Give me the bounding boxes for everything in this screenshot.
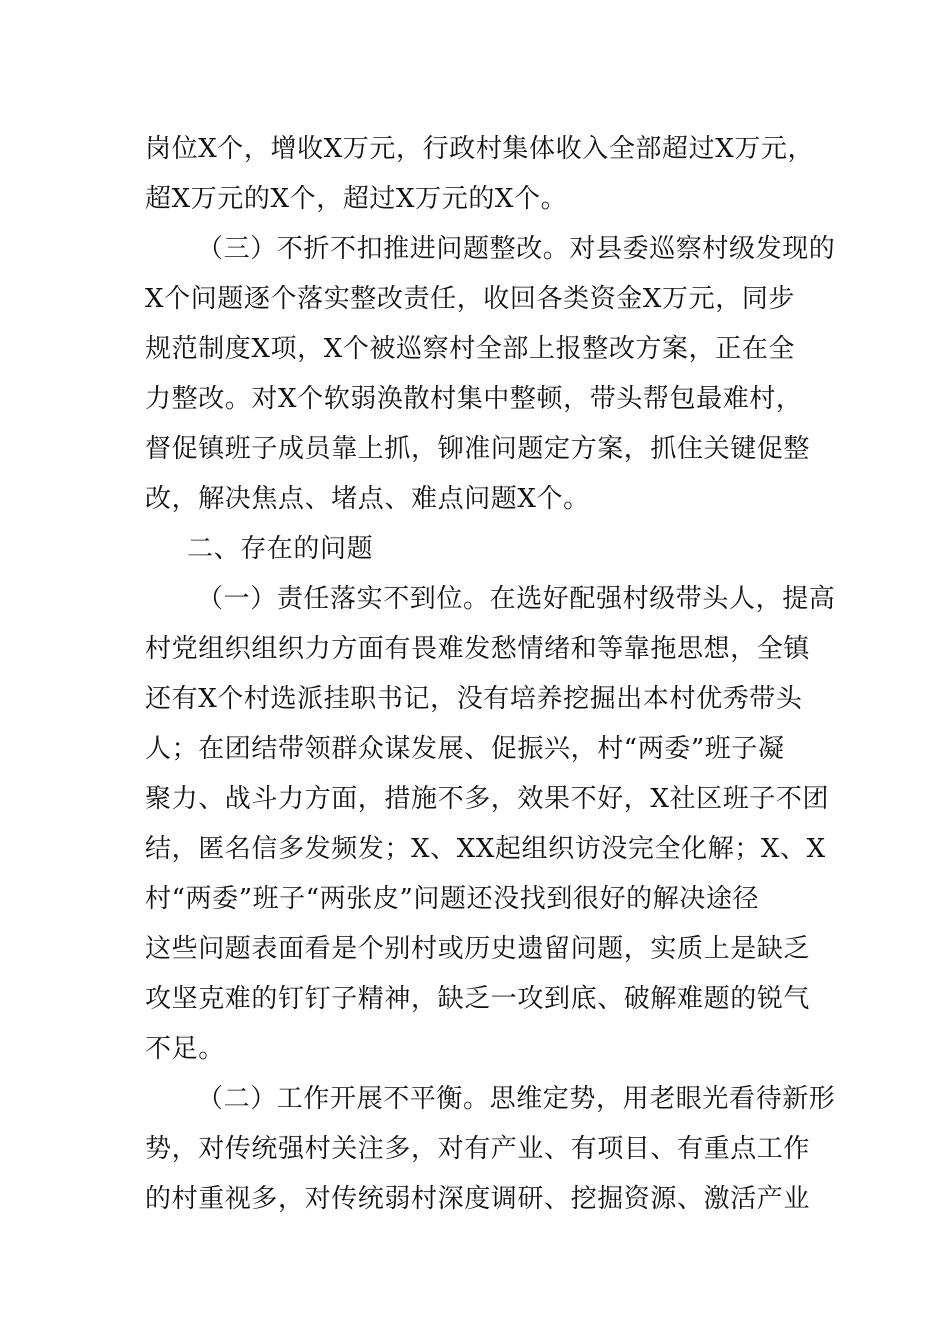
text-line: 督促镇班子成员靠上抓，铆准问题定方案，抓住关键促整 — [145, 434, 811, 464]
text-line: 超X万元的X个，超过X万元的X个。 — [145, 184, 568, 214]
text-line: 规范制度X项，X个被巡察村全部上报整改方案，正在全 — [145, 334, 796, 364]
text-line: 力整改。对X个软弱涣散村集中整顿，带头帮包最难村， — [145, 384, 803, 414]
text-line: 攻坚克难的钉钉子精神，缺乏一攻到底、破解难题的锐气 — [145, 984, 811, 1014]
text-line: X个问题逐个落实整改责任，收回各类资金X万元，同步 — [145, 284, 796, 314]
paragraph-heading-2: （二）工作开展不平衡。思维定势，用老眼光看待新形 — [197, 1084, 836, 1114]
text-line: 岗位X个，增收X万元，行政村集体收入全部超过X万元， — [145, 134, 815, 164]
section-heading: 二、存在的问题 — [187, 534, 374, 564]
text-line: 聚力、战斗力方面，措施不多，效果不好，X社区班子不团 — [145, 784, 830, 814]
text-line: 的村重视多，对传统弱村深度调研、挖掘资源、激活产业 — [145, 1184, 811, 1214]
paragraph-heading-1: （一）责任落实不到位。在选好配强村级带头人，提高 — [197, 584, 836, 614]
text-line: 势，对传统强村关注多，对有产业、有项目、有重点工作 — [145, 1134, 811, 1164]
text-line: 村“两委”班子“两张皮”问题还没找到很好的解决途径 — [145, 884, 760, 914]
text-line: 这些问题表面看是个别村或历史遗留问题，实质上是缺乏 — [145, 934, 811, 964]
text-line: 改，解决焦点、堵点、难点问题X个。 — [145, 484, 590, 514]
text-line: 不足。 — [145, 1034, 225, 1064]
text-line: 村党组织组织力方面有畏难发愁情绪和等靠拖思想，全镇 — [145, 634, 811, 664]
paragraph-heading-3: （三）不折不扣推进问题整改。对县委巡察村级发现的 — [197, 234, 836, 264]
text-line: 结，匿名信多发频发；X、XX起组织访没完全化解；X、X — [145, 834, 826, 864]
text-line: 人；在团结带领群众谋发展、促振兴，村“两委”班子凝 — [145, 734, 785, 764]
text-line: 还有X个村选派挂职书记，没有培养挖掘出本村优秀带头 — [145, 684, 803, 714]
